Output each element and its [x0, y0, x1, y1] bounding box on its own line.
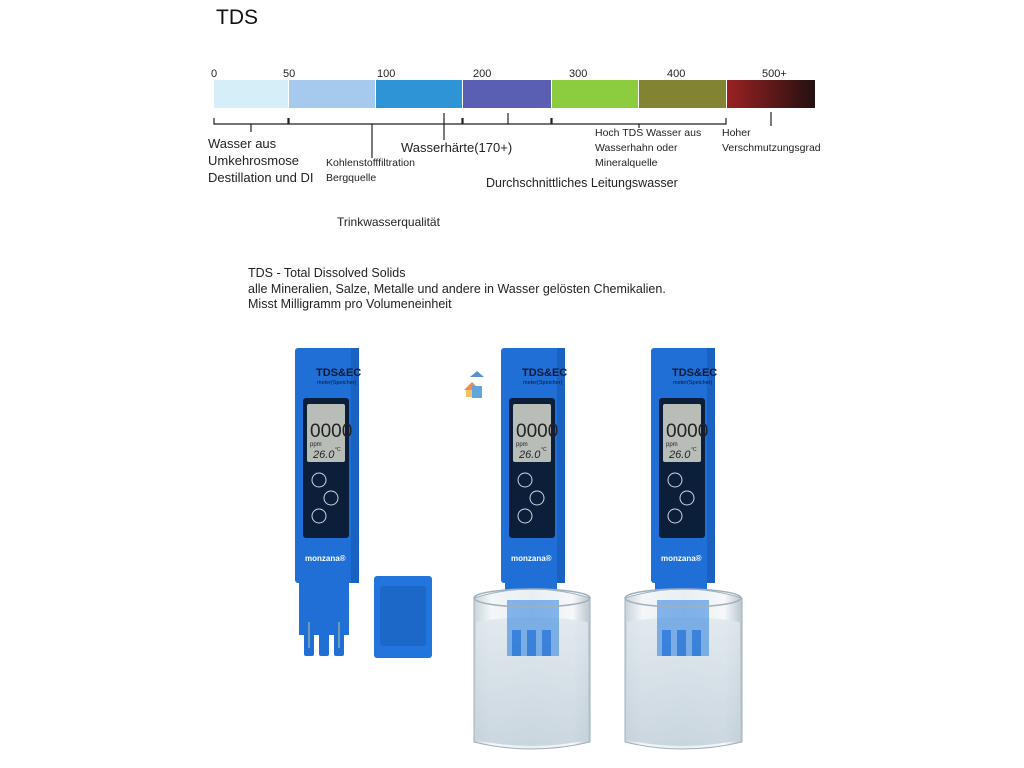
description-line1: TDS - Total Dissolved Solids — [248, 266, 406, 280]
watermark-house-icon — [464, 371, 484, 398]
label-high-tds-line3: Mineralquelle — [595, 157, 658, 169]
label-high-tds-line1: Hoch TDS Wasser aus — [595, 127, 702, 139]
meter-left — [295, 348, 361, 656]
label-carbon — [326, 156, 415, 186]
label-pollution-line2: Verschmutzungsgrad — [722, 142, 821, 154]
label-ro — [208, 135, 314, 186]
meter-right-submodel: meter(Speicher) — [673, 380, 713, 386]
meter-left-model: TDS&EC — [316, 367, 362, 379]
meter-center-brand: monzana® — [511, 554, 552, 563]
description-line3: Misst Milligramm pro Volumeneinheit — [248, 297, 452, 311]
meter-right-model: TDS&EC — [672, 367, 718, 379]
label-carbon-line1: Kohlenstofffiltration — [326, 157, 415, 169]
meter-cap — [374, 576, 432, 658]
label-high-tds-line2: Wasserhahn oder — [595, 142, 678, 154]
label-tap-water: Durchschnittliches Leitungswasser — [486, 176, 678, 190]
label-ro-line3: Destillation und DI — [208, 170, 314, 185]
label-drinking-quality: Trinkwasserqualität — [337, 215, 440, 229]
tick-label-100: 100 — [377, 68, 396, 80]
label-high-tds — [595, 126, 701, 171]
label-ro-line2: Umkehrosmose — [208, 153, 300, 168]
meter-left-temp: 26.0 — [313, 449, 335, 461]
tick-label-400: 400 — [667, 68, 686, 80]
meter-right-temp-unit: °C — [691, 447, 697, 453]
meter-right-unit: ppm — [666, 442, 678, 448]
tick-label-0: 0 — [211, 68, 218, 80]
meter-left-unit: ppm — [310, 442, 322, 448]
meter-center-submodel: meter(Speicher) — [523, 380, 563, 386]
tick-label-500plus: 500+ — [762, 68, 787, 80]
meter-center-in-glass — [474, 348, 590, 749]
meter-left-reading: 0000 — [310, 421, 353, 442]
label-pollution-line1: Hoher — [722, 127, 751, 139]
label-hardness: Wasserhärte(170+) — [401, 140, 513, 155]
label-carbon-line2: Bergquelle — [326, 172, 377, 184]
tick-label-50: 50 — [283, 68, 296, 80]
bracket-carbon — [289, 118, 462, 124]
meter-left-temp-unit: °C — [335, 447, 341, 453]
tick-label-300: 300 — [569, 68, 588, 80]
meter-center-reading: 0000 — [516, 421, 559, 442]
bracket-lines — [0, 0, 1024, 200]
page-title: TDS — [216, 6, 258, 29]
description-line2: alle Mineralien, Salze, Metalle und andere in Wasser gelösten Chemikalien. — [248, 281, 666, 296]
meter-right-temp: 26.0 — [669, 449, 691, 461]
meter-right-brand: monzana® — [661, 554, 702, 563]
bracket-tap — [463, 118, 551, 124]
tds-description — [248, 266, 666, 313]
meter-left-brand: monzana® — [305, 554, 346, 563]
meter-center-temp-unit: °C — [541, 447, 547, 453]
bracket-ro — [214, 118, 288, 124]
meter-center-model: TDS&EC — [522, 367, 568, 379]
meter-right-reading: 0000 — [666, 421, 709, 442]
meter-left-submodel: meter(Speicher) — [317, 380, 357, 386]
tds-meter-illustration — [0, 330, 1024, 768]
tick-label-200: 200 — [473, 68, 492, 80]
label-ro-line1: Wasser aus — [208, 136, 277, 151]
meter-center-unit: ppm — [516, 442, 528, 448]
label-pollution — [722, 126, 821, 156]
meter-right-in-glass — [625, 348, 742, 749]
bracket-high-tds — [552, 118, 726, 124]
meter-center-temp: 26.0 — [519, 449, 541, 461]
